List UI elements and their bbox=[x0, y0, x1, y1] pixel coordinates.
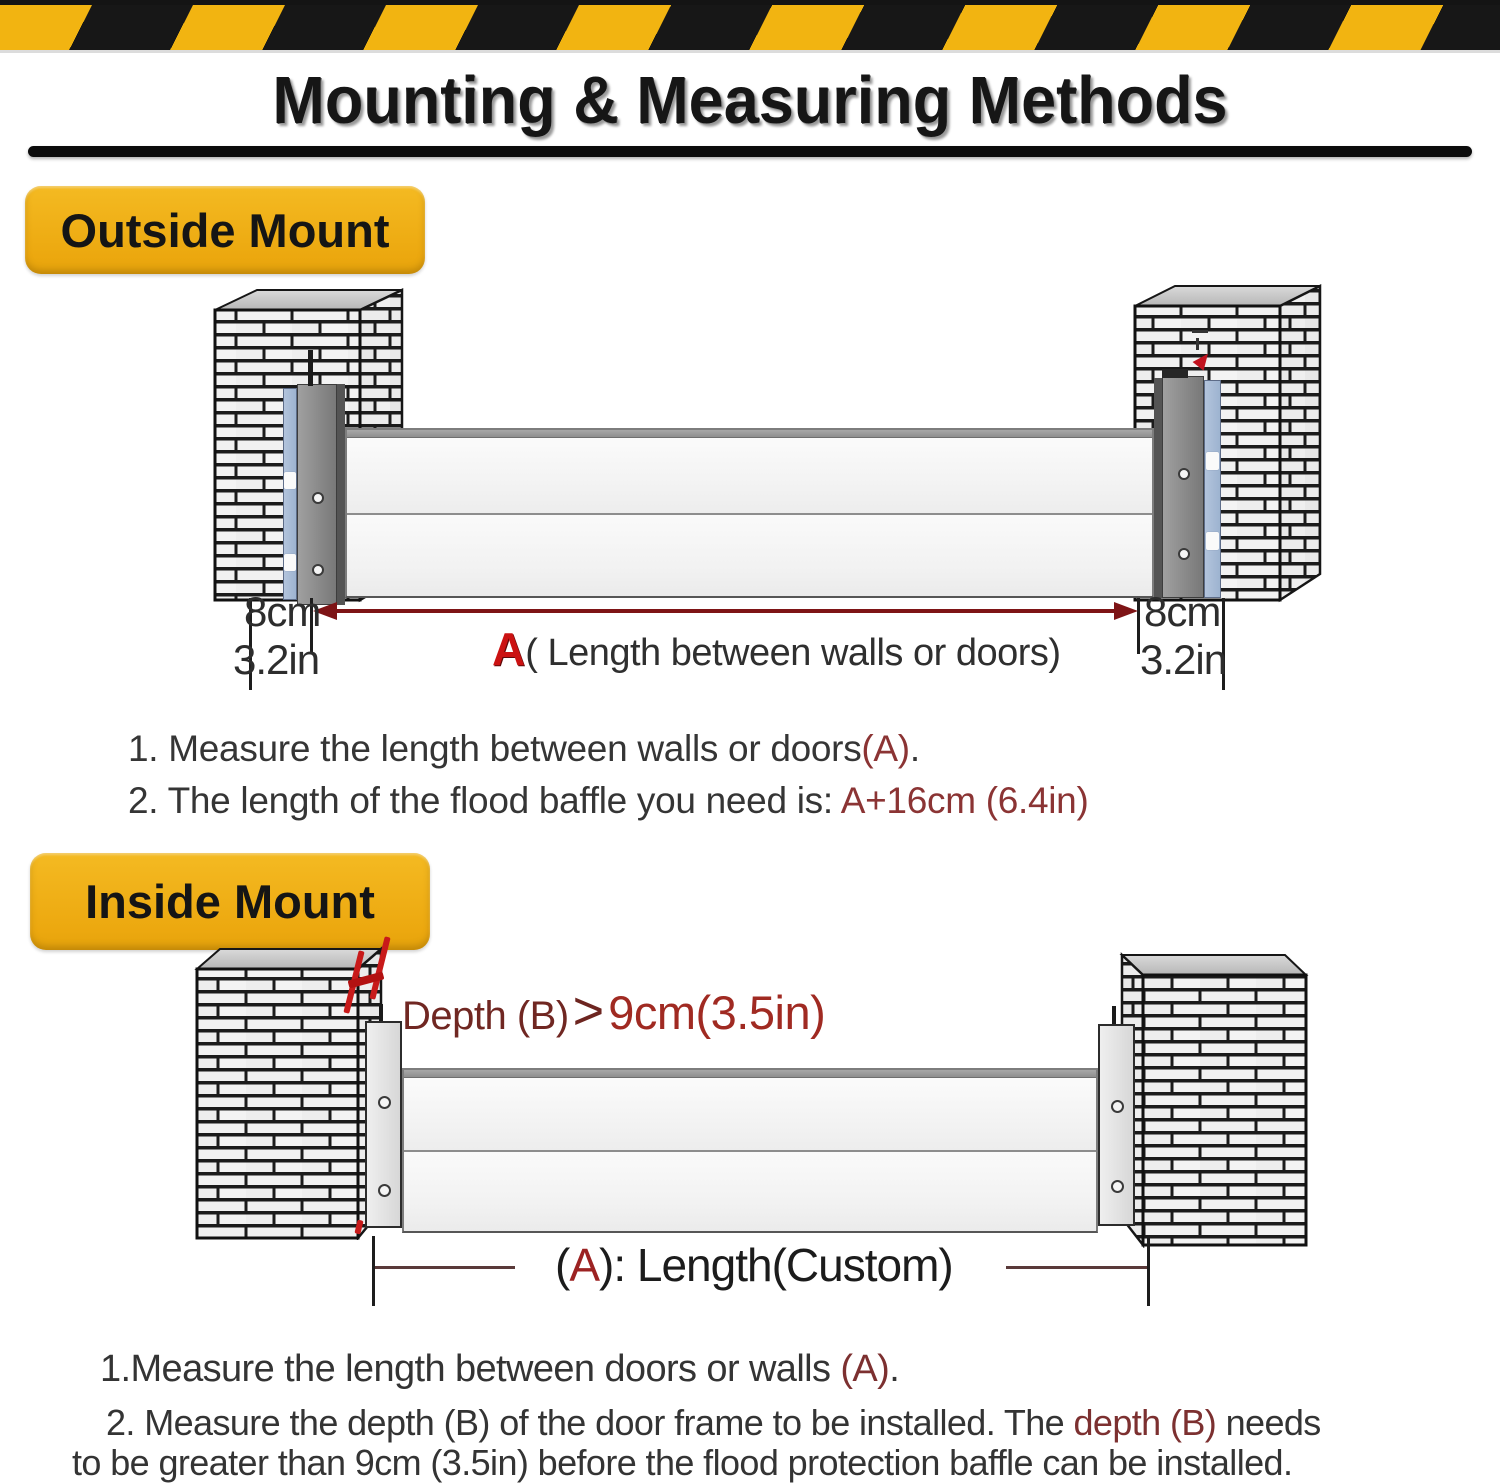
barrier-panel-bottom bbox=[347, 515, 1152, 596]
step-red-text: (A) bbox=[861, 728, 910, 769]
step-text: 1. Measure the length between walls or doors bbox=[128, 728, 862, 769]
length-a-letter: A bbox=[492, 623, 526, 675]
inside-left-channel-hole bbox=[378, 1096, 391, 1109]
depth-label-value: 9cm(3.5in) bbox=[608, 986, 826, 1039]
depth-label-text: Depth (B) bbox=[402, 994, 569, 1038]
page-title: Mounting & Measuring Methods bbox=[272, 62, 1228, 138]
measure-label-32in-left: 3.2in bbox=[233, 636, 320, 683]
inside-step-2-line-2 bbox=[72, 1442, 1292, 1484]
inside-step-2-line-1 bbox=[106, 1402, 1321, 1444]
step-red-text: A+16cm (6.4in) bbox=[840, 780, 1089, 821]
flood-barrier-outside bbox=[345, 428, 1154, 598]
step-text: to be greater than 9cm (3.5in) before the flood protection baffle can be installed. bbox=[72, 1442, 1293, 1483]
left-channel-hole bbox=[312, 564, 324, 576]
arrow-right-head-icon bbox=[1114, 602, 1138, 620]
right-channel-hole bbox=[1178, 548, 1190, 560]
step-red-text: depth (B) bbox=[1073, 1402, 1217, 1443]
right-blue-seal-strip bbox=[1204, 380, 1221, 598]
inside-left-channel-pin bbox=[379, 1004, 383, 1021]
left-seal-mark bbox=[284, 472, 296, 489]
left-channel-edge bbox=[337, 384, 345, 605]
barrier-panel-bottom bbox=[404, 1152, 1096, 1231]
step-red-text: (A) bbox=[840, 1348, 890, 1390]
length-custom-label bbox=[555, 1238, 953, 1292]
measure-tick bbox=[372, 1236, 375, 1306]
barrier-panel-top bbox=[404, 1078, 1096, 1152]
measure-arrow-line bbox=[334, 609, 1119, 613]
brick-joint-mark bbox=[1192, 330, 1208, 333]
measure-label-32in-right: 3.2in bbox=[1140, 636, 1227, 683]
inside-right-channel-hole bbox=[1111, 1180, 1124, 1193]
right-channel-edge bbox=[1154, 378, 1162, 598]
left-seal-mark bbox=[284, 554, 296, 571]
step-text: . bbox=[889, 1348, 900, 1390]
step-text: 2. The length of the flood baffle you need is: bbox=[128, 780, 841, 821]
inside-right-channel bbox=[1098, 1024, 1135, 1226]
inside-step-1 bbox=[100, 1348, 899, 1391]
left-channel-pin bbox=[308, 350, 313, 386]
measure-label-8cm-right: 8cm bbox=[1144, 588, 1221, 635]
title-underline-bar bbox=[28, 146, 1472, 157]
right-seal-mark bbox=[1206, 452, 1219, 470]
barrier-top-cap bbox=[404, 1070, 1096, 1078]
paren-open: ( bbox=[555, 1239, 570, 1291]
right-seal-mark bbox=[1206, 532, 1219, 550]
length-a-letter: A bbox=[569, 1239, 600, 1291]
length-between-walls-label bbox=[492, 622, 1061, 676]
hazard-tape-stripe bbox=[0, 5, 1500, 53]
measure-tick bbox=[1147, 1236, 1150, 1306]
inside-left-channel-hole bbox=[378, 1184, 391, 1197]
inside-right-channel-pin bbox=[1112, 1006, 1116, 1024]
inside-mount-badge: Inside Mount bbox=[30, 853, 430, 950]
measure-label-8cm-left: 8cm bbox=[244, 588, 321, 635]
step-text: . bbox=[909, 728, 920, 769]
measure-line-left bbox=[375, 1266, 515, 1269]
barrier-top-cap bbox=[347, 430, 1152, 438]
length-a-rest: ( Length between walls or doors) bbox=[525, 632, 1061, 674]
outside-step-1 bbox=[128, 728, 920, 770]
right-channel-cap bbox=[1162, 369, 1188, 378]
inside-right-channel-hole bbox=[1111, 1100, 1124, 1113]
step-text: needs bbox=[1216, 1402, 1321, 1443]
barrier-panel-top bbox=[347, 438, 1152, 515]
left-channel-hole bbox=[312, 492, 324, 504]
depth-label bbox=[402, 980, 825, 1042]
step-text: 1.Measure the length between doors or walls bbox=[100, 1348, 841, 1390]
outside-mount-badge: Outside Mount bbox=[25, 186, 425, 274]
right-channel-hole bbox=[1178, 468, 1190, 480]
right-mount-channel bbox=[1162, 376, 1204, 598]
flood-barrier-inside bbox=[402, 1068, 1098, 1233]
outside-step-2 bbox=[128, 780, 1088, 822]
step-text: 2. Measure the depth (B) of the door frame to be installed. The bbox=[106, 1402, 1074, 1443]
brick-joint-mark bbox=[1196, 338, 1199, 350]
measure-line-right bbox=[1006, 1266, 1147, 1269]
length-custom-rest: ): Length(Custom) bbox=[599, 1239, 953, 1291]
greater-than-sign: > bbox=[572, 981, 605, 1041]
